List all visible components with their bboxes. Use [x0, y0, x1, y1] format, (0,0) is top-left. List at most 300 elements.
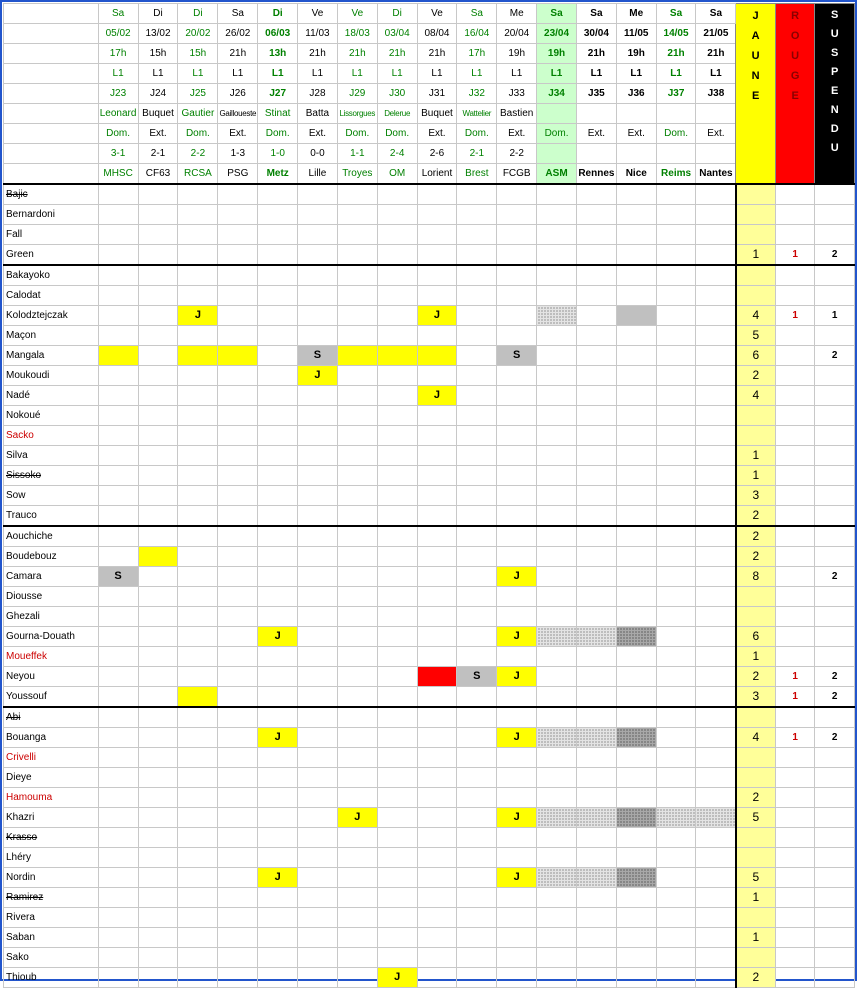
- yellow-count: 4: [736, 386, 775, 406]
- summary-header-letter: U: [791, 50, 800, 62]
- match-cell: [98, 647, 138, 667]
- match-cell: [656, 466, 696, 486]
- match-cell: [457, 888, 497, 908]
- header-date-cell: 08/04: [417, 24, 457, 44]
- match-cell: [298, 888, 338, 908]
- yellow-card-mark: J: [258, 627, 298, 647]
- header-score-cell: 0-0: [298, 144, 338, 164]
- match-cell: [258, 506, 298, 527]
- match-cell: [457, 506, 497, 527]
- match-cell: [497, 888, 537, 908]
- match-cell: [656, 808, 696, 828]
- match-cell: [138, 748, 178, 768]
- header-opp-cell: ASM: [537, 164, 577, 185]
- match-cell: [377, 205, 417, 225]
- match-cell: [258, 526, 298, 547]
- suspension-count: [815, 184, 855, 205]
- yellow-count: 6: [736, 346, 775, 366]
- summary-header-suspendu: [815, 4, 855, 185]
- yellow-card-mark: J: [337, 808, 377, 828]
- header-venue-cell: Dom.: [178, 124, 218, 144]
- match-cell: [457, 466, 497, 486]
- player-row: [4, 326, 855, 346]
- header-venue-cell: Ext.: [218, 124, 258, 144]
- match-cell: [258, 848, 298, 868]
- player-row: [4, 567, 855, 587]
- match-cell: [98, 748, 138, 768]
- match-cell: [497, 828, 537, 848]
- yellow-count: 2: [736, 526, 775, 547]
- match-cell: [138, 828, 178, 848]
- summary-header-letter: J: [752, 10, 759, 22]
- match-cell: [178, 808, 218, 828]
- yellow-card-mark: J: [497, 667, 537, 687]
- yellow-count: 2: [736, 547, 775, 567]
- suspension-count: 2: [815, 728, 855, 748]
- match-cell: [178, 707, 218, 728]
- yellow-card-mark: J: [417, 306, 457, 326]
- summary-header-letter: D: [830, 123, 839, 135]
- match-cell: [218, 446, 258, 466]
- match-cell: [576, 426, 616, 446]
- suspension-count: [815, 286, 855, 306]
- match-cell: [258, 184, 298, 205]
- match-cell: [497, 446, 537, 466]
- suspension-count: [815, 888, 855, 908]
- yellow-count: [736, 707, 775, 728]
- header-date-cell: 11/05: [616, 24, 656, 44]
- match-cell: [258, 426, 298, 446]
- match-cell: [417, 466, 457, 486]
- match-cell: [98, 808, 138, 828]
- match-cell: [537, 386, 577, 406]
- header-round-cell: J25: [178, 84, 218, 104]
- header-round-cell: J29: [337, 84, 377, 104]
- player-row: [4, 768, 855, 788]
- header-score-cell: 3-1: [98, 144, 138, 164]
- match-cell: [576, 406, 616, 426]
- match-cell: [696, 406, 736, 426]
- match-cell: [258, 647, 298, 667]
- match-cell: [537, 848, 577, 868]
- match-cell: [417, 647, 457, 667]
- header-time-cell: 15h: [178, 44, 218, 64]
- match-cell: [616, 245, 656, 266]
- match-cell: [576, 687, 616, 708]
- match-cell: [298, 184, 338, 205]
- match-cell: [497, 184, 537, 205]
- match-cell: [337, 627, 377, 647]
- match-cell: [576, 748, 616, 768]
- match-cell: [417, 707, 457, 728]
- match-cell: [218, 828, 258, 848]
- header-round-cell: J38: [696, 84, 736, 104]
- header-day-cell: Di: [377, 4, 417, 24]
- match-cell: [417, 406, 457, 426]
- player-row: [4, 848, 855, 868]
- header-venue-cell: Dom.: [656, 124, 696, 144]
- header-day-cell: Ve: [417, 4, 457, 24]
- match-cell: [616, 748, 656, 768]
- match-cell: [696, 848, 736, 868]
- match-cell: [138, 326, 178, 346]
- player-row: [4, 627, 855, 647]
- match-cell: [178, 888, 218, 908]
- match-cell: [178, 627, 218, 647]
- match-cell: [178, 326, 218, 346]
- player-name: Ramirez: [4, 888, 99, 908]
- match-cell: [537, 225, 577, 245]
- header-ref-cell: [696, 104, 736, 124]
- header-round-cell: J24: [138, 84, 178, 104]
- match-cell: [98, 607, 138, 627]
- match-cell: [218, 948, 258, 968]
- match-cell: [417, 587, 457, 607]
- match-cell: [537, 526, 577, 547]
- match-cell: [417, 968, 457, 988]
- yellow-count: 2: [736, 506, 775, 527]
- player-row: [4, 265, 855, 286]
- match-cell: [218, 687, 258, 708]
- match-cell: [337, 587, 377, 607]
- suspension-count: [815, 205, 855, 225]
- match-cell: [497, 366, 537, 386]
- match-cell: [497, 707, 537, 728]
- yellow-count: 1: [736, 647, 775, 667]
- header-opp-cell: FCGB: [497, 164, 537, 185]
- match-cell: [337, 526, 377, 547]
- match-cell: [377, 587, 417, 607]
- match-cell: [178, 466, 218, 486]
- match-cell: [457, 968, 497, 988]
- match-cell: [98, 888, 138, 908]
- player-name: Kolodztejczak: [4, 306, 99, 326]
- match-cell: [537, 788, 577, 808]
- header-score-cell: 2-1: [138, 144, 178, 164]
- match-cell: [178, 868, 218, 888]
- player-name: Moukoudi: [4, 366, 99, 386]
- player-row: [4, 205, 855, 225]
- match-cell: [138, 928, 178, 948]
- red-count: [775, 948, 815, 968]
- match-cell: [457, 868, 497, 888]
- header-score-cell: 1-0: [258, 144, 298, 164]
- header-time-cell: 15h: [138, 44, 178, 64]
- match-cell: [616, 567, 656, 587]
- player-row: [4, 346, 855, 366]
- player-row: [4, 506, 855, 527]
- match-cell: [616, 466, 656, 486]
- header-opp-cell: RCSA: [178, 164, 218, 185]
- yellow-count: 3: [736, 687, 775, 708]
- header-round-cell: J36: [616, 84, 656, 104]
- match-cell: [457, 748, 497, 768]
- match-cell: [377, 848, 417, 868]
- match-cell: [417, 667, 457, 687]
- match-cell: [138, 848, 178, 868]
- match-cell: [497, 245, 537, 266]
- summary-header-letter: S: [831, 47, 839, 59]
- player-row: [4, 948, 855, 968]
- match-cell: [616, 888, 656, 908]
- match-cell: [377, 406, 417, 426]
- player-name: Rivera: [4, 908, 99, 928]
- match-cell: [616, 184, 656, 205]
- match-cell: [616, 446, 656, 466]
- header-opp-cell: Brest: [457, 164, 497, 185]
- player-name: Gourna-Douath: [4, 627, 99, 647]
- match-cell: [337, 386, 377, 406]
- match-cell: [576, 808, 616, 828]
- match-cell: [616, 587, 656, 607]
- match-cell: [218, 245, 258, 266]
- match-cell: [298, 968, 338, 988]
- red-count: [775, 908, 815, 928]
- header-round-cell: J32: [457, 84, 497, 104]
- match-cell: [218, 607, 258, 627]
- yellow-count: [736, 406, 775, 426]
- match-cell: [138, 286, 178, 306]
- match-cell: [696, 748, 736, 768]
- match-cell: [696, 547, 736, 567]
- header-date-cell: 03/04: [377, 24, 417, 44]
- red-count: [775, 547, 815, 567]
- yellow-count: [736, 908, 775, 928]
- match-cell: [218, 587, 258, 607]
- red-count: [775, 627, 815, 647]
- yellow-count: 2: [736, 788, 775, 808]
- match-cell: [337, 547, 377, 567]
- header-venue-cell: Ext.: [497, 124, 537, 144]
- match-cell: [537, 506, 577, 527]
- header-day-cell: Me: [616, 4, 656, 24]
- player-name: Mangala: [4, 346, 99, 366]
- match-cell: [98, 868, 138, 888]
- match-cell: [178, 587, 218, 607]
- match-cell: [497, 466, 537, 486]
- match-cell: [178, 687, 218, 708]
- match-cell: [616, 848, 656, 868]
- header-day-cell: Sa: [696, 4, 736, 24]
- suspension-count: [815, 466, 855, 486]
- red-count: [775, 446, 815, 466]
- match-cell: [178, 828, 218, 848]
- match-cell: [537, 426, 577, 446]
- match-cell: [178, 607, 218, 627]
- player-row: [4, 607, 855, 627]
- suspension-count: 2: [815, 245, 855, 266]
- player-row: [4, 667, 855, 687]
- match-cell: [138, 808, 178, 828]
- match-cell: [417, 828, 457, 848]
- match-cell: [138, 526, 178, 547]
- header-day-cell: Sa: [218, 4, 258, 24]
- header-time-cell: 17h: [457, 44, 497, 64]
- player-name: Sacko: [4, 426, 99, 446]
- match-cell: [178, 184, 218, 205]
- suspension-count: [815, 506, 855, 527]
- match-cell: [258, 768, 298, 788]
- match-cell: [337, 506, 377, 527]
- match-cell: [178, 346, 218, 366]
- match-cell: [258, 386, 298, 406]
- match-cell: [616, 647, 656, 667]
- discipline-table: [3, 3, 855, 988]
- match-cell: [576, 888, 616, 908]
- match-cell: [218, 808, 258, 828]
- match-cell: [656, 184, 696, 205]
- header-round-cell: J30: [377, 84, 417, 104]
- match-cell: [616, 607, 656, 627]
- header-venue-cell: Dom.: [537, 124, 577, 144]
- yellow-count: [736, 265, 775, 286]
- red-count: [775, 506, 815, 527]
- player-name: Boudebouz: [4, 547, 99, 567]
- match-cell: [417, 286, 457, 306]
- player-row: [4, 225, 855, 245]
- match-cell: [98, 286, 138, 306]
- match-cell: [138, 547, 178, 567]
- yellow-count: 1: [736, 466, 775, 486]
- header-comp-cell: L1: [337, 64, 377, 84]
- match-cell: [258, 888, 298, 908]
- match-cell: [457, 587, 497, 607]
- header-row-ref: [4, 104, 855, 124]
- match-cell: [417, 848, 457, 868]
- header-time-cell: 21h: [337, 44, 377, 64]
- match-cell: [537, 888, 577, 908]
- yellow-count: 1: [736, 888, 775, 908]
- match-cell: [576, 968, 616, 988]
- header-ref-cell: Wattelier: [457, 104, 497, 124]
- match-cell: [576, 768, 616, 788]
- header-score-cell: 2-6: [417, 144, 457, 164]
- match-cell: [377, 647, 417, 667]
- match-cell: [377, 627, 417, 647]
- summary-header-letter: E: [791, 90, 799, 102]
- match-cell: [298, 225, 338, 245]
- player-row: [4, 647, 855, 667]
- player-row: [4, 547, 855, 567]
- header-date-cell: 05/02: [98, 24, 138, 44]
- match-cell: [258, 366, 298, 386]
- match-cell: [98, 326, 138, 346]
- player-row: [4, 526, 855, 547]
- match-cell: [98, 547, 138, 567]
- match-cell: [696, 667, 736, 687]
- match-cell: [218, 908, 258, 928]
- match-cell: [576, 948, 616, 968]
- player-name: Crivelli: [4, 748, 99, 768]
- yellow-count: [736, 205, 775, 225]
- header-score-cell: 2-2: [178, 144, 218, 164]
- header-day-cell: Sa: [576, 4, 616, 24]
- match-cell: [258, 245, 298, 266]
- match-cell: [576, 707, 616, 728]
- match-cell: [98, 265, 138, 286]
- suspension-count: [815, 225, 855, 245]
- yellow-count: 8: [736, 567, 775, 587]
- player-name: Moueffek: [4, 647, 99, 667]
- match-cell: [98, 366, 138, 386]
- header-opp-cell: OM: [377, 164, 417, 185]
- yellow-card-mark: J: [298, 366, 338, 386]
- header-day-cell: Ve: [337, 4, 377, 24]
- match-cell: [258, 406, 298, 426]
- match-cell: [258, 547, 298, 567]
- match-cell: [218, 848, 258, 868]
- summary-header-letter: P: [831, 66, 839, 78]
- suspension-count: [815, 788, 855, 808]
- match-cell: [218, 928, 258, 948]
- header-comp-cell: L1: [258, 64, 298, 84]
- match-cell: [656, 326, 696, 346]
- match-cell: [298, 205, 338, 225]
- match-cell: [656, 788, 696, 808]
- match-cell: [576, 587, 616, 607]
- suspension-count: [815, 366, 855, 386]
- match-cell: [497, 386, 537, 406]
- match-cell: [258, 948, 298, 968]
- match-cell: [337, 446, 377, 466]
- match-cell: [258, 788, 298, 808]
- match-cell: [218, 265, 258, 286]
- summary-header-letter: U: [830, 142, 839, 154]
- match-cell: [337, 868, 377, 888]
- match-cell: [377, 888, 417, 908]
- player-name: Bouanga: [4, 728, 99, 748]
- match-cell: [537, 728, 577, 748]
- match-cell: [696, 205, 736, 225]
- header-date-cell: 26/02: [218, 24, 258, 44]
- match-cell: [616, 286, 656, 306]
- player-name: Aouchiche: [4, 526, 99, 547]
- red-count: [775, 366, 815, 386]
- match-cell: [218, 547, 258, 567]
- match-cell: [138, 184, 178, 205]
- header-ref-cell: Gailloueste: [218, 104, 258, 124]
- match-cell: [576, 306, 616, 326]
- match-cell: [576, 466, 616, 486]
- match-cell: [377, 506, 417, 527]
- yellow-count: 3: [736, 486, 775, 506]
- red-count: 1: [775, 245, 815, 266]
- match-cell: [696, 627, 736, 647]
- header-round-cell: J31: [417, 84, 457, 104]
- match-cell: [178, 526, 218, 547]
- match-cell: [537, 406, 577, 426]
- match-cell: [457, 326, 497, 346]
- header-row-day: [4, 4, 855, 24]
- match-cell: [138, 888, 178, 908]
- match-cell: [616, 506, 656, 527]
- suspension-count: [815, 968, 855, 988]
- match-cell: [178, 366, 218, 386]
- header-ref-cell: Gautier: [178, 104, 218, 124]
- match-cell: [258, 286, 298, 306]
- header-opp-cell: Nantes: [696, 164, 736, 185]
- match-cell: [576, 225, 616, 245]
- red-count: [775, 788, 815, 808]
- player-name: Sissoko: [4, 466, 99, 486]
- match-cell: [656, 406, 696, 426]
- match-cell: [377, 526, 417, 547]
- match-cell: [377, 768, 417, 788]
- header-opp-cell: PSG: [218, 164, 258, 185]
- match-cell: [457, 526, 497, 547]
- match-cell: [537, 647, 577, 667]
- match-cell: [537, 306, 577, 326]
